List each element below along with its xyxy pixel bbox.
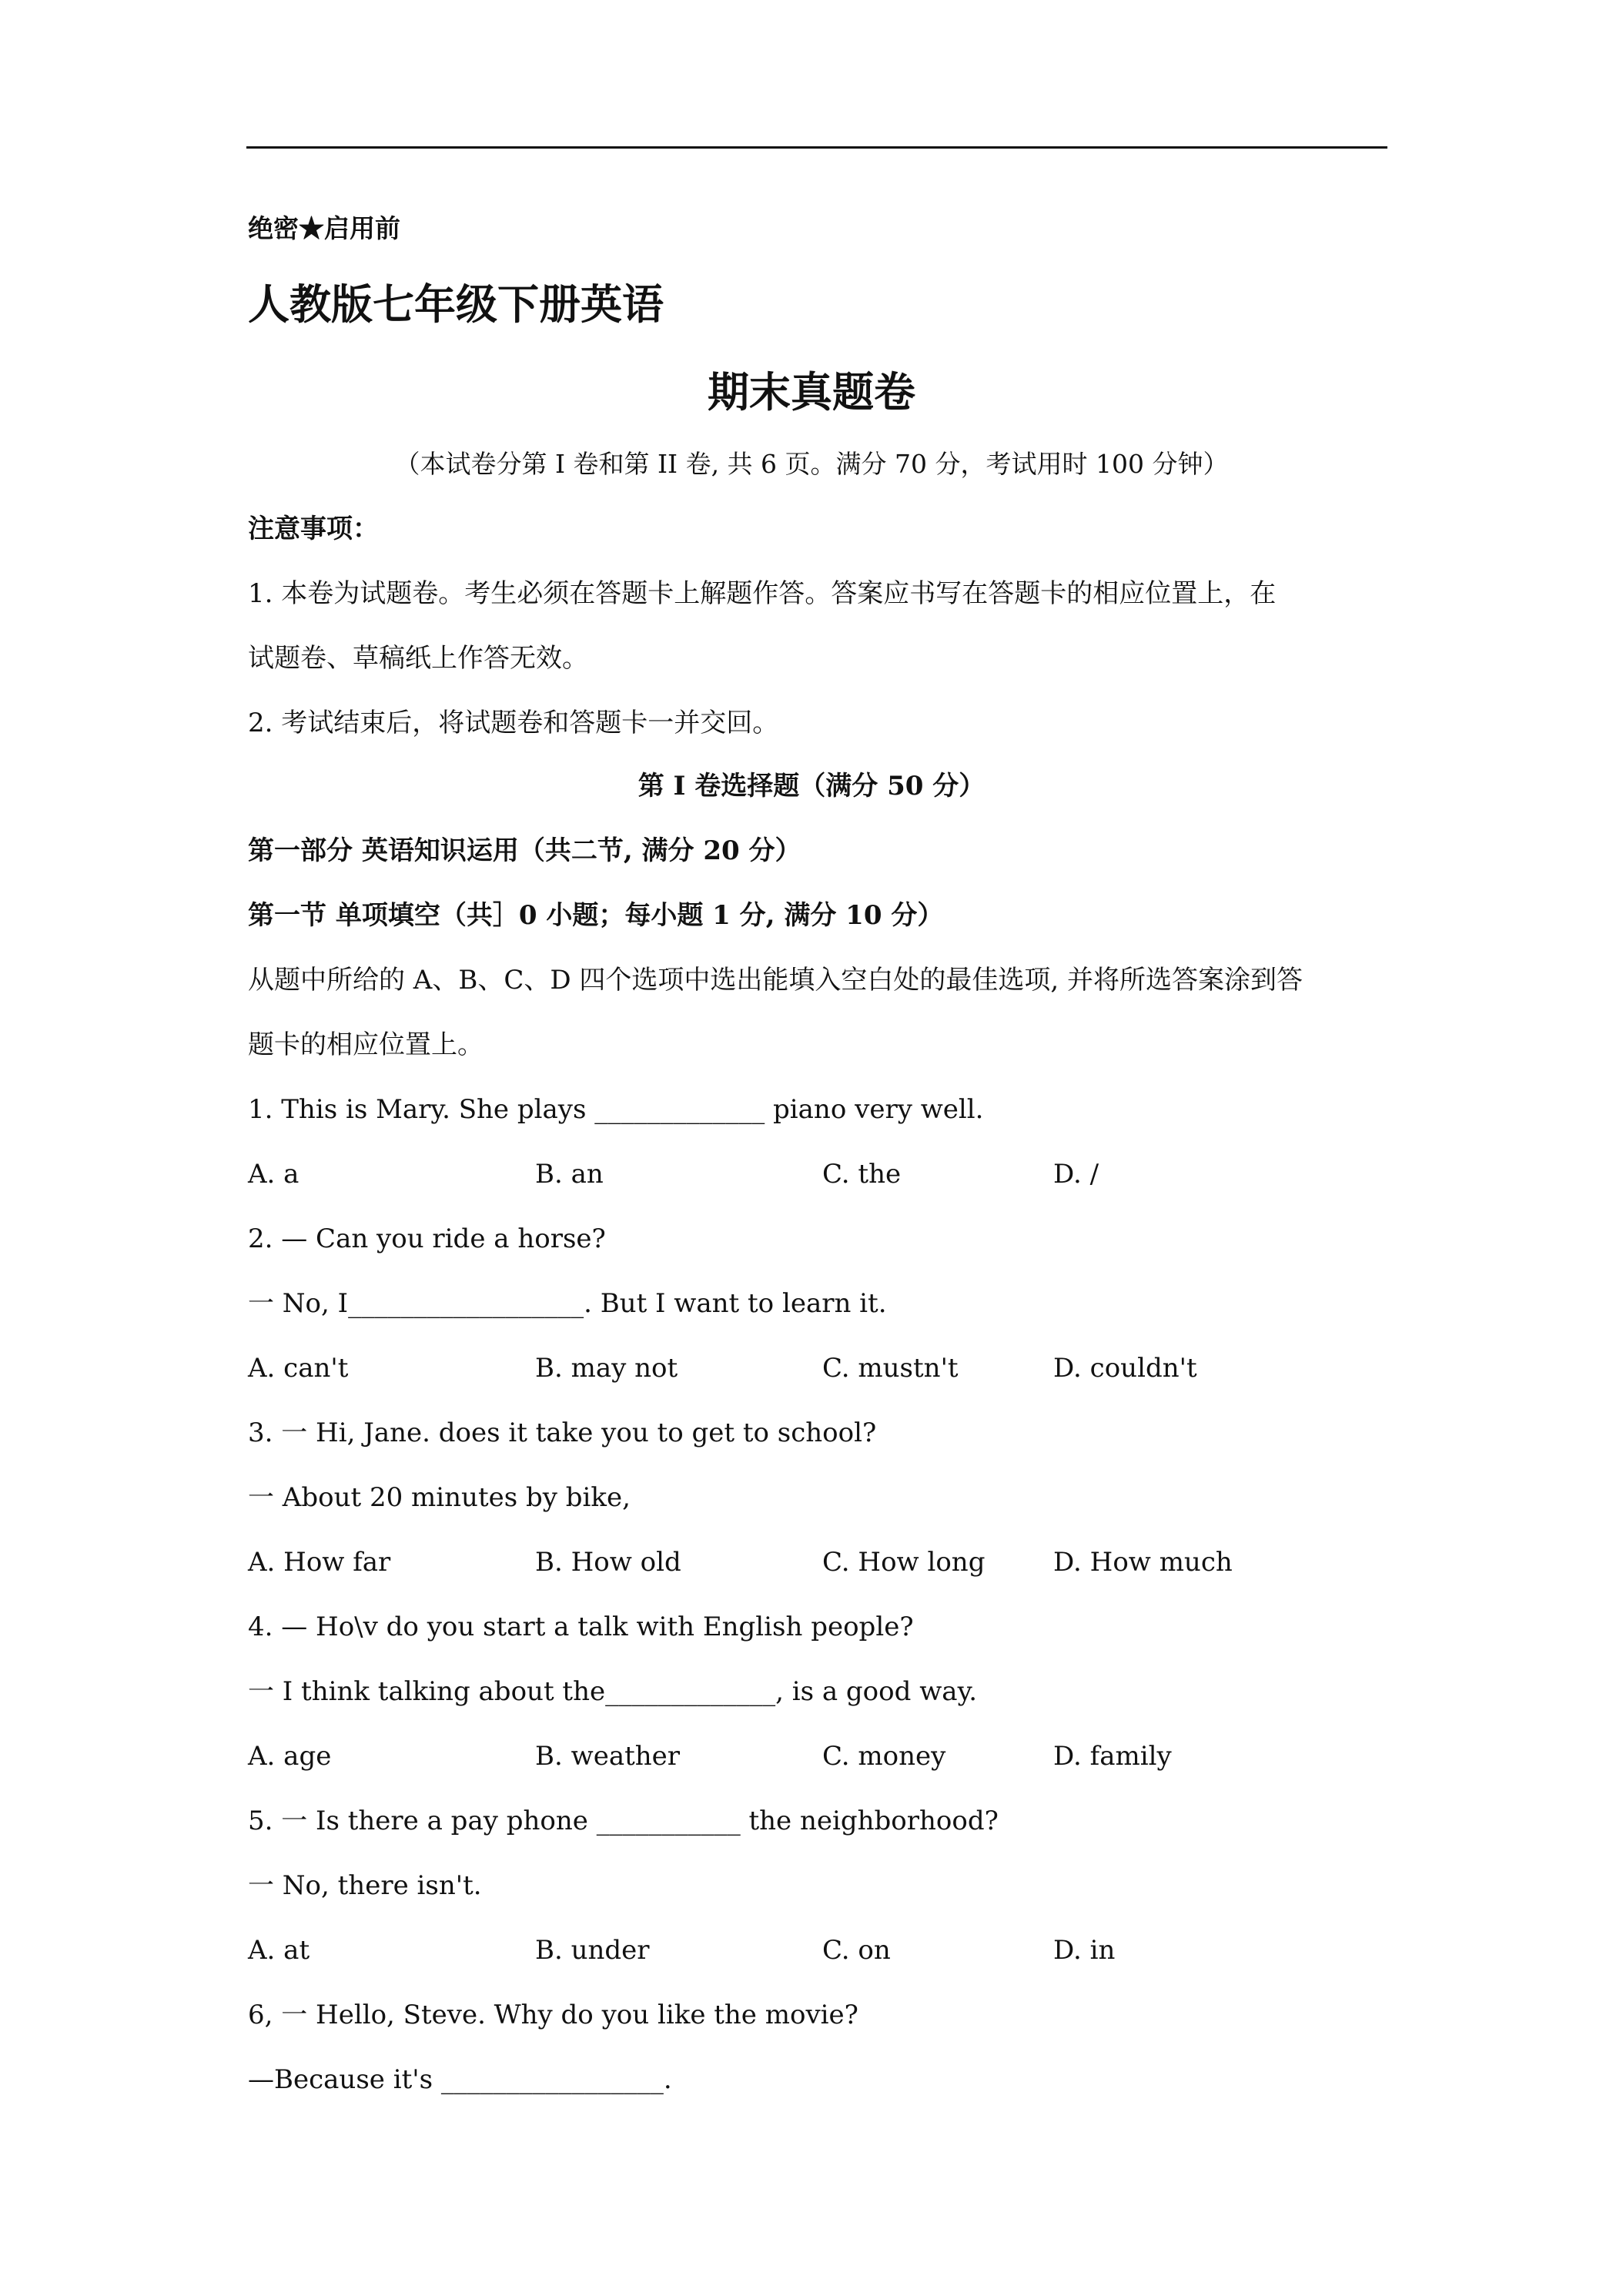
question-1-option-c: C. the xyxy=(822,1159,902,1190)
question-6-reply: —Because it's _________________. xyxy=(248,2064,672,2095)
confidential-label: 绝密★启用前 xyxy=(248,213,400,243)
question-1-option-b: B. an xyxy=(535,1159,604,1190)
notice-item-2: 2. 考试结束后，将试题卷和答题卡一并交回。 xyxy=(248,708,779,738)
question-4-option-a: A. age xyxy=(248,1741,332,1772)
question-4-option-d: D. family xyxy=(1053,1741,1172,1772)
question-2-option-a: A. can't xyxy=(248,1353,349,1384)
question-4-option-c: C. money xyxy=(822,1741,946,1772)
instruction-line-2: 题卡的相应位置上。 xyxy=(248,1029,484,1060)
question-2-stem: 2. — Can you ride a horse? xyxy=(248,1223,606,1254)
question-1-stem: 1. This is Mary. She plays _____________ piano very well. xyxy=(248,1094,984,1125)
question-3-reply: 一 About 20 minutes by bike, xyxy=(248,1482,631,1513)
question-4-stem: 4. — Ho\v do you start a talk with English people? xyxy=(248,1612,914,1642)
exam-title: 人教版七年级下册英语 xyxy=(248,279,664,329)
notice-heading: 注意事项： xyxy=(248,514,379,544)
question-5-stem: 5. 一 Is there a pay phone ___________ the neighborhood? xyxy=(248,1806,999,1836)
question-1-option-d: D. / xyxy=(1053,1159,1099,1190)
top-rule xyxy=(246,146,1387,149)
question-3-option-a: A. How far xyxy=(248,1547,391,1578)
exam-subtitle: 期末真题卷 xyxy=(708,367,915,417)
section-heading: 第一部分 英语知识运用（共二节, 满分 20 分） xyxy=(248,835,801,866)
question-3-option-b: B. How old xyxy=(535,1547,681,1578)
question-2-option-d: D. couldn't xyxy=(1053,1353,1197,1384)
question-6-stem: 6, 一 Hello, Steve. Why do you like the movie? xyxy=(248,2000,858,2030)
question-4-reply: 一 I think talking about the_____________, is a good way. xyxy=(248,1676,978,1707)
question-2-option-c: C. mustn't xyxy=(822,1353,959,1384)
question-5-option-c: C. on xyxy=(822,1935,891,1966)
question-2-option-b: B. may not xyxy=(535,1353,678,1384)
part1-heading: 第 I 卷选择题（满分 50 分） xyxy=(637,771,986,802)
question-5-option-a: A. at xyxy=(248,1935,310,1966)
question-3-stem: 3. 一 Hi, Jane. does it take you to get to school? xyxy=(248,1417,877,1448)
question-4-option-b: B. weather xyxy=(535,1741,681,1772)
notice-item-1-cont: 试题卷、草稿纸上作答无效。 xyxy=(248,643,588,674)
question-2-reply: 一 No, I__________________. But I want to learn it. xyxy=(248,1288,887,1319)
subsection-heading: 第一节 单项填空（共］0 小题；每小题 1 分, 满分 10 分） xyxy=(248,900,944,931)
exam-note: （本试卷分第 I 卷和第 II 卷, 共 6 页。满分 70 分，考试用时 100 分钟） xyxy=(394,449,1229,479)
question-3-option-d: D. How much xyxy=(1053,1547,1233,1578)
question-5-option-b: B. under xyxy=(535,1935,650,1966)
question-3-option-c: C. How long xyxy=(822,1547,986,1578)
question-1-option-a: A. a xyxy=(248,1159,300,1190)
notice-item-1: 1. 本卷为试题卷。考生必须在答题卡上解题作答。答案应书写在答题卡的相应位置上，在 xyxy=(248,578,1277,609)
question-5-reply: 一 No, there isn't. xyxy=(248,1870,482,1901)
question-5-option-d: D. in xyxy=(1053,1935,1116,1966)
instruction-line-1: 从题中所给的 A、B、C、D 四个选项中选出能填入空白处的最佳选项, 并将所选答案涂到答 xyxy=(248,965,1303,996)
